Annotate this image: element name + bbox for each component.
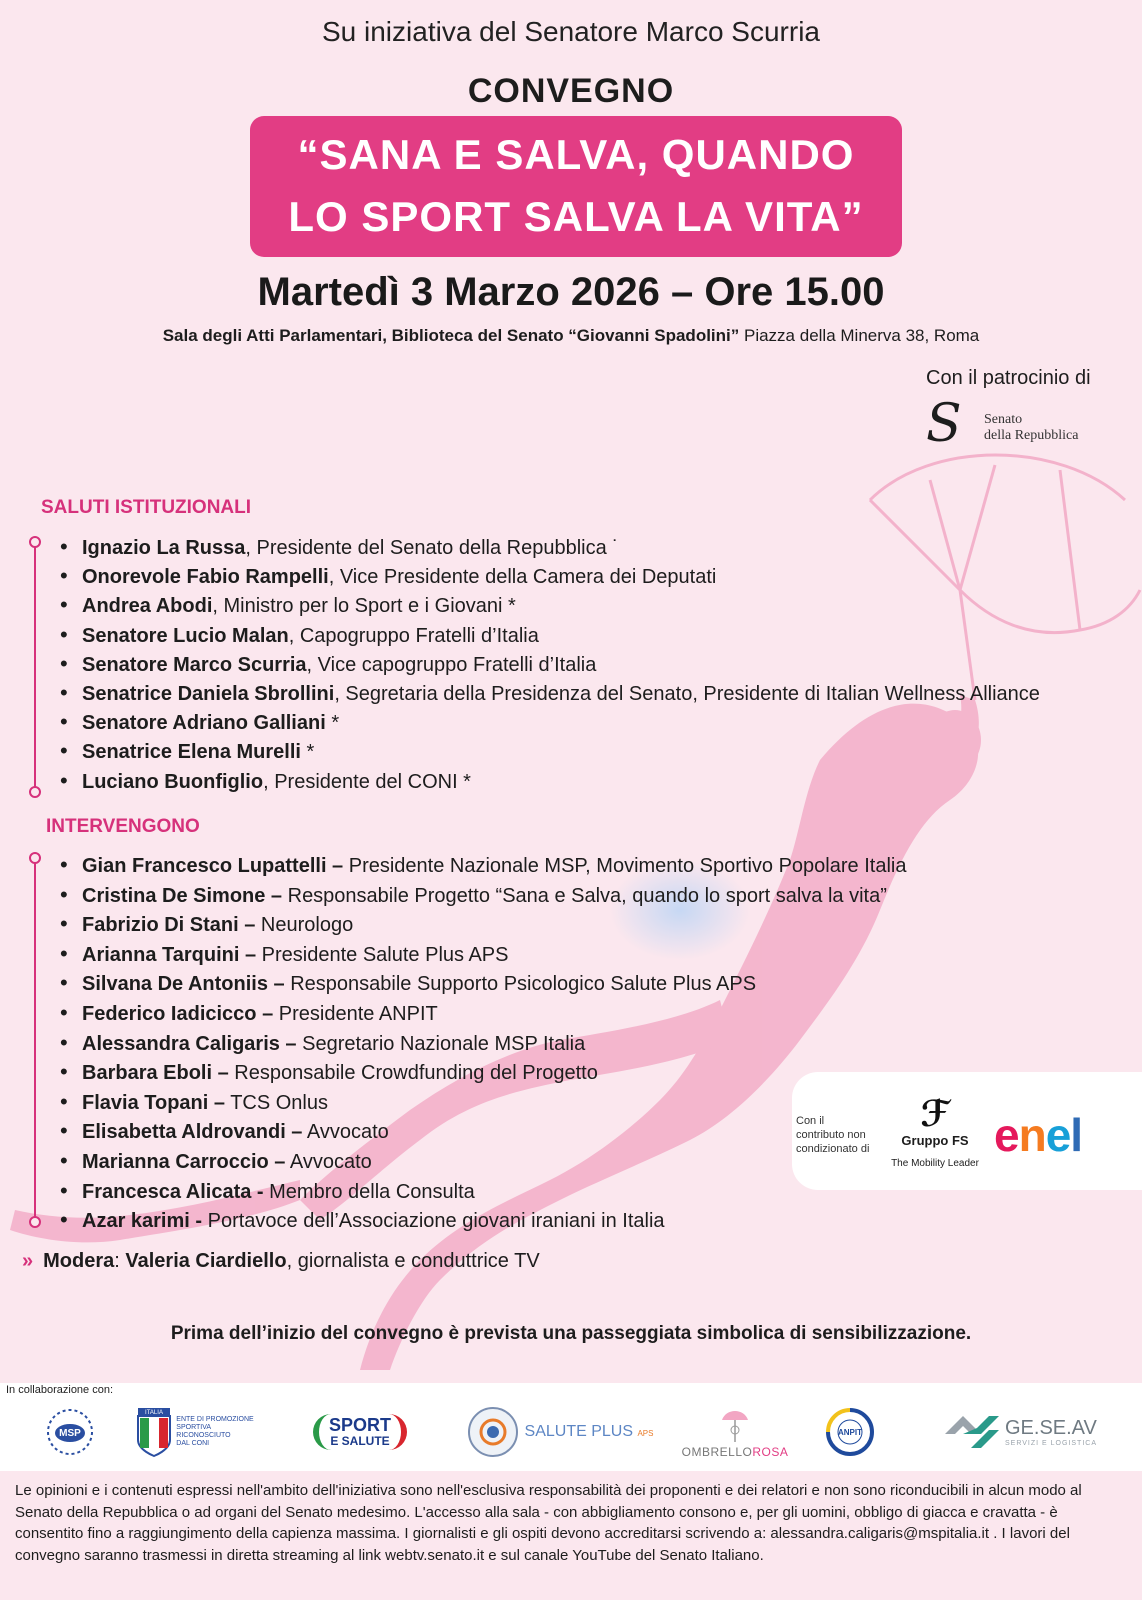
senato-logo-line1: Senato bbox=[984, 412, 1023, 427]
intervengono-list bbox=[60, 850, 906, 1235]
timeline-dot bbox=[29, 852, 41, 864]
list-item: • Senatore Marco Scurria, Vice capogruppo Fratelli d’Italia bbox=[60, 649, 1040, 678]
list-item: • Senatrice Daniela Sbrollini, Segretaria della Presidenza del Senato, Presidente di Italian Wellness Alliance bbox=[60, 678, 1040, 707]
svg-text:ANPIT: ANPIT bbox=[838, 1428, 862, 1437]
event-title-line1: “SANA E SALVA, QUANDO bbox=[297, 131, 855, 178]
moderator-line: » Modera: Valeria Ciardiello, giornalista e conduttrice TV bbox=[22, 1250, 540, 1272]
list-item: • Cristina De Simone – Responsabile Progetto “Sana e Salva, quando lo sport salva la vita” bbox=[60, 880, 906, 910]
moderator-role: , giornalista e conduttrice TV bbox=[286, 1250, 540, 1272]
ombrello-rosa-logo: OMBRELLOROSA bbox=[690, 1400, 780, 1464]
moderator-name: Valeria Ciardiello bbox=[125, 1250, 287, 1272]
coni-logo: ITALIA ENTE DI PROMOZIONE SPORTIVA RICONOSCIUTO DAL CONI bbox=[135, 1400, 255, 1464]
enel-logo: enel bbox=[994, 1109, 1083, 1161]
msp-emblem-icon bbox=[45, 1407, 95, 1457]
salute-plus-emblem-icon bbox=[467, 1406, 519, 1458]
fs-emblem-icon: ℱ bbox=[920, 1093, 950, 1134]
patronage-label: Con il patrocinio di bbox=[926, 367, 1091, 389]
list-item: • Federico Iadicicco – Presidente ANPIT bbox=[60, 998, 906, 1028]
anpit-logo bbox=[815, 1400, 885, 1464]
list-item: • Senatore Lucio Malan, Capogruppo Fratelli d’Italia bbox=[60, 620, 1040, 649]
list-item: • Francesca Alicata - Membro della Consulta bbox=[60, 1176, 906, 1206]
list-item: • Alessandra Caligaris – Segretario Nazionale MSP Italia bbox=[60, 1028, 906, 1058]
list-item: • Fabrizio Di Stani – Neurologo bbox=[60, 909, 906, 939]
svg-text:ITALIA: ITALIA bbox=[145, 1410, 164, 1416]
list-item: • Andrea Abodi, Ministro per lo Sport e i Giovani * bbox=[60, 590, 1040, 619]
gesesav-emblem-icon bbox=[943, 1412, 1001, 1452]
intervengono-timeline bbox=[34, 858, 36, 1220]
list-item: • Flavia Topani – TCS Onlus bbox=[60, 1087, 906, 1117]
timeline-dot bbox=[29, 786, 41, 798]
list-item: • Luciano Buonfiglio, Presidente del CONI * bbox=[60, 766, 1040, 795]
double-chevron-icon: » bbox=[22, 1250, 34, 1272]
saluti-title: SALUTI ISTITUZIONALI bbox=[41, 497, 252, 518]
moderator-label: Modera bbox=[43, 1250, 115, 1272]
list-item: • Senatore Adriano Galliani * bbox=[60, 707, 1040, 736]
event-type: CONVEGNO bbox=[467, 72, 675, 110]
timeline-dot bbox=[29, 536, 41, 548]
sponsor-note: Con il contributo non condizionato di bbox=[796, 1115, 870, 1155]
list-item: • Ignazio La Russa, Presidente del Senato della Repubblica ˙ bbox=[60, 532, 1040, 561]
list-item: • Marianna Carroccio – Avvocato bbox=[60, 1146, 906, 1176]
list-item: • Elisabetta Aldrovandi – Avvocato bbox=[60, 1116, 906, 1146]
italia-shield-icon bbox=[136, 1406, 172, 1458]
list-item: • Onorevole Fabio Rampelli, Vice Presidente della Camera dei Deputati bbox=[60, 561, 1040, 590]
msp-logo bbox=[40, 1400, 100, 1464]
event-venue bbox=[0, 326, 1142, 346]
timeline-dot bbox=[29, 1216, 41, 1228]
venue-name: Sala degli Atti Parlamentari, Biblioteca del Senato “Giovanni Spadolini” bbox=[162, 326, 740, 345]
event-title-box bbox=[250, 116, 902, 257]
venue-address: Piazza della Minerva 38, Roma bbox=[739, 326, 980, 345]
senato-logo bbox=[926, 394, 1096, 454]
collaboration-label: In collaborazione con: bbox=[6, 1384, 114, 1396]
saluti-list bbox=[60, 532, 1040, 795]
list-item: • Azar karimi - Portavoce dell’Associazione giovani iraniani in Italia bbox=[60, 1205, 906, 1235]
intervengono-title: INTERVENGONO bbox=[46, 816, 200, 837]
list-item: • Gian Francesco Lupattelli – Presidente Nazionale MSP, Movimento Sportivo Popolare Italia bbox=[60, 850, 906, 880]
saluti-timeline bbox=[34, 542, 36, 790]
sport-e-salute-logo: SPORT E SALUTE bbox=[295, 1400, 425, 1464]
event-date: Martedì 3 Marzo 2026 – Ore 15.00 bbox=[257, 270, 885, 314]
gesesav-logo: GE.SE.AV SERVIZI E LOGISTICA bbox=[925, 1400, 1115, 1464]
list-item: • Senatrice Elena Murelli * bbox=[60, 736, 1040, 765]
list-item: • Barbara Eboli – Responsabile Crowdfunding del Progetto bbox=[60, 1057, 906, 1087]
list-item: • Silvana De Antoniis – Responsabile Supporto Psicologico Salute Plus APS bbox=[60, 968, 906, 998]
anpit-emblem-icon bbox=[822, 1404, 878, 1460]
senato-emblem-icon: S bbox=[926, 394, 962, 454]
senato-logo-line2: della Repubblica bbox=[984, 428, 1079, 443]
salute-plus-logo: SALUTE PLUS APS bbox=[465, 1400, 655, 1464]
event-title-line2: LO SPORT SALVA LA VITA” bbox=[288, 193, 864, 240]
initiative-line: Su iniziativa del Senatore Marco Scurria bbox=[321, 16, 820, 47]
gruppo-fs-logo: ℱ Gruppo FS The Mobility Leader bbox=[880, 1095, 990, 1169]
list-item: • Arianna Tarquini – Presidente Salute Plus APS bbox=[60, 939, 906, 969]
svg-text:MSP: MSP bbox=[59, 1428, 81, 1439]
umbrella-icon bbox=[718, 1406, 752, 1446]
disclaimer-text: Le opinioni e i contenuti espressi nell'ambito dell'iniziativa sono nell'esclusiva responsabilità dei proponenti e dei relatori e non sono riconducibili in alcun modo al Senato della Repubblica o ad organi del Senato medesimo. L'accesso alla sala - con abbigliamento consono e, per gli uomini, obbligo di giacca e cravatta - è consentito fino a raggiungimento della capienza massima. I giornalisti e gli ospiti devono accreditarsi scrivendo a: alessandra.caligaris@mspitalia.it . I lavori del convegno saranno trasmessi in diretta streaming al link webtv.senato.it e sul canale YouTube del Senato Italiano. bbox=[15, 1482, 1082, 1564]
walk-note: Prima dell’inizio del convegno è prevista una passeggiata simbolica di sensibilizzazione. bbox=[170, 1323, 972, 1344]
